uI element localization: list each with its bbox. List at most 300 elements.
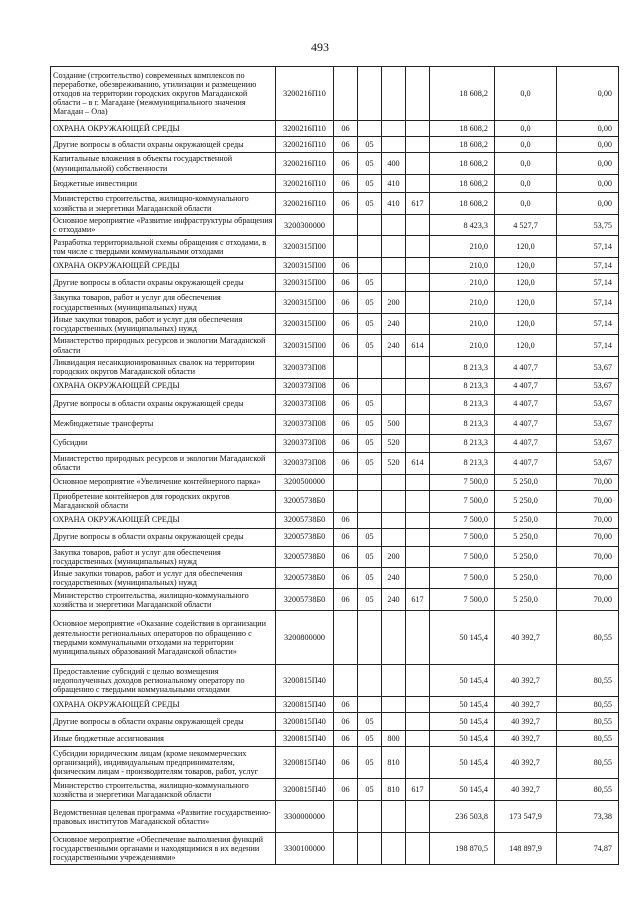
row-code: 3200216П10	[276, 175, 334, 193]
table-row	[51, 121, 619, 137]
row-actual: 120,0	[495, 313, 557, 334]
row-actual: 0,0	[495, 193, 557, 215]
row-grbs	[406, 801, 430, 833]
row-code: 3200315П00	[276, 274, 334, 292]
row-plan: 7 500,0	[430, 546, 495, 567]
row-pr: 05	[358, 292, 382, 313]
row-pr: 05	[358, 414, 382, 434]
row-name: Бюджетные инвестиции	[51, 175, 276, 193]
row-percent: 80,55	[557, 611, 619, 665]
row-pr	[358, 512, 382, 528]
row-grbs	[406, 215, 430, 236]
row-actual: 120,0	[495, 292, 557, 313]
row-vr	[382, 474, 406, 490]
row-vr: 240	[382, 589, 406, 611]
row-actual: 120,0	[495, 236, 557, 258]
row-plan: 210,0	[430, 258, 495, 274]
row-vr	[382, 528, 406, 546]
row-code: 3200500000	[276, 474, 334, 490]
row-plan: 7 500,0	[430, 567, 495, 588]
row-vr	[382, 357, 406, 378]
row-name: Ликвидация несанкционированных свалок на территории городских округов Магаданской области	[51, 357, 276, 378]
row-name: Закупка товаров, работ и услуг для обеспечения государственных (муниципальных) нужд	[51, 546, 276, 567]
table-row	[51, 747, 619, 779]
table-row	[51, 452, 619, 474]
row-rz	[334, 357, 358, 378]
row-pr	[358, 236, 382, 258]
row-name: Министерство строительства, жилищно-коммунального хозяйства и энергетики Магаданской области	[51, 193, 276, 215]
row-rz: 06	[334, 274, 358, 292]
row-grbs	[406, 236, 430, 258]
row-grbs	[406, 528, 430, 546]
row-name: Субсидии	[51, 434, 276, 452]
row-actual: 5 250,0	[495, 474, 557, 490]
table-row	[51, 193, 619, 215]
row-vr	[382, 394, 406, 414]
row-vr	[382, 611, 406, 665]
row-name: Межбюджетные трансферты	[51, 414, 276, 434]
row-name: Основное мероприятие «Увеличение контейнерного парка»	[51, 474, 276, 490]
row-code: 3200815П40	[276, 665, 334, 697]
row-vr	[382, 801, 406, 833]
row-name: Создание (строительство) современных комплексов по переработке, обезвреживанию, утилизации и размещению отходов на территории городских округов Магаданской области – в г. Магадане (межмуниципального значения Магадан – Ола)	[51, 67, 276, 121]
row-percent: 0,00	[557, 193, 619, 215]
table-row	[51, 665, 619, 697]
row-actual: 4 527,7	[495, 215, 557, 236]
row-pr: 05	[358, 528, 382, 546]
row-code: 3200216П10	[276, 153, 334, 175]
row-rz: 06	[334, 153, 358, 175]
row-actual: 40 392,7	[495, 713, 557, 731]
row-percent: 57,14	[557, 335, 619, 357]
budget-table	[50, 66, 619, 865]
row-name: Предоставление субсидий с целью возмещения недополученных доходов региональному оператору по обращению с твердыми коммунальными отходами	[51, 665, 276, 697]
row-grbs	[406, 546, 430, 567]
row-code: 32005738Б0	[276, 546, 334, 567]
row-plan: 8 213,3	[430, 452, 495, 474]
row-grbs: 614	[406, 452, 430, 474]
row-plan: 210,0	[430, 335, 495, 357]
table-row	[51, 490, 619, 512]
row-actual: 4 407,7	[495, 434, 557, 452]
row-rz: 06	[334, 731, 358, 747]
row-rz: 06	[334, 121, 358, 137]
row-plan: 210,0	[430, 313, 495, 334]
row-rz: 06	[334, 713, 358, 731]
row-rz: 06	[334, 335, 358, 357]
row-name: Иные закупки товаров, работ и услуг для обеспечения государственных (муниципальных) нужд	[51, 567, 276, 588]
row-percent: 53,67	[557, 357, 619, 378]
table-row	[51, 697, 619, 713]
row-rz: 06	[334, 258, 358, 274]
row-percent: 80,55	[557, 697, 619, 713]
row-vr	[382, 67, 406, 121]
row-name: Министерство строительства, жилищно-коммунального хозяйства и энергетики Магаданской области	[51, 589, 276, 611]
row-name: ОХРАНА ОКРУЖАЮЩЕЙ СРЕДЫ	[51, 697, 276, 713]
row-name: Министерство природных ресурсов и экологии Магаданской области	[51, 335, 276, 357]
row-percent: 70,00	[557, 528, 619, 546]
row-plan: 210,0	[430, 292, 495, 313]
row-code: 3200300000	[276, 215, 334, 236]
row-code: 32005738Б0	[276, 490, 334, 512]
row-rz: 06	[334, 313, 358, 334]
row-grbs	[406, 137, 430, 153]
row-code: 3200815П40	[276, 713, 334, 731]
row-name: Иные закупки товаров, работ и услуг для обеспечения государственных (муниципальных) нужд	[51, 313, 276, 334]
row-pr: 05	[358, 713, 382, 731]
row-percent: 73,38	[557, 801, 619, 833]
row-plan: 50 145,4	[430, 779, 495, 801]
row-percent: 70,00	[557, 589, 619, 611]
row-grbs: 614	[406, 335, 430, 357]
table-row	[51, 512, 619, 528]
row-vr: 520	[382, 434, 406, 452]
row-code: 3200216П10	[276, 67, 334, 121]
row-percent: 80,55	[557, 731, 619, 747]
row-rz: 06	[334, 452, 358, 474]
table-row	[51, 153, 619, 175]
row-grbs	[406, 490, 430, 512]
row-code: 3200373П08	[276, 357, 334, 378]
row-percent: 74,87	[557, 833, 619, 865]
row-code: 3200315П00	[276, 335, 334, 357]
row-code: 3200315П00	[276, 258, 334, 274]
row-actual: 40 392,7	[495, 611, 557, 665]
row-grbs	[406, 434, 430, 452]
row-percent: 53,75	[557, 215, 619, 236]
row-rz: 06	[334, 546, 358, 567]
row-code: 3300000000	[276, 801, 334, 833]
row-pr: 05	[358, 779, 382, 801]
row-pr: 05	[358, 274, 382, 292]
row-plan: 7 500,0	[430, 528, 495, 546]
row-vr: 410	[382, 175, 406, 193]
row-pr: 05	[358, 193, 382, 215]
row-pr: 05	[358, 137, 382, 153]
row-pr: 05	[358, 153, 382, 175]
row-pr: 05	[358, 313, 382, 334]
row-pr	[358, 801, 382, 833]
row-code: 3200815П40	[276, 747, 334, 779]
row-percent: 0,00	[557, 153, 619, 175]
row-name: ОХРАНА ОКРУЖАЮЩЕЙ СРЕДЫ	[51, 512, 276, 528]
row-actual: 40 392,7	[495, 731, 557, 747]
row-pr: 05	[358, 335, 382, 357]
row-plan: 50 145,4	[430, 747, 495, 779]
row-grbs	[406, 313, 430, 334]
row-grbs	[406, 274, 430, 292]
row-vr: 240	[382, 313, 406, 334]
row-pr: 05	[358, 567, 382, 588]
row-pr: 05	[358, 546, 382, 567]
row-pr	[358, 697, 382, 713]
row-actual: 4 407,7	[495, 452, 557, 474]
row-actual: 0,0	[495, 175, 557, 193]
row-rz	[334, 801, 358, 833]
row-name: Другие вопросы в области охраны окружающей среды	[51, 137, 276, 153]
row-rz: 06	[334, 292, 358, 313]
row-pr	[358, 378, 382, 394]
row-percent: 57,14	[557, 274, 619, 292]
row-actual: 4 407,7	[495, 378, 557, 394]
row-actual: 120,0	[495, 335, 557, 357]
row-vr	[382, 121, 406, 137]
row-grbs	[406, 833, 430, 865]
row-plan: 8 213,3	[430, 378, 495, 394]
row-grbs	[406, 357, 430, 378]
row-rz: 06	[334, 378, 358, 394]
row-vr: 400	[382, 153, 406, 175]
row-pr	[358, 121, 382, 137]
table-row	[51, 474, 619, 490]
row-grbs	[406, 611, 430, 665]
row-pr	[358, 490, 382, 512]
table-row	[51, 589, 619, 611]
row-vr: 200	[382, 292, 406, 313]
table-row	[51, 528, 619, 546]
row-vr	[382, 274, 406, 292]
table-row	[51, 801, 619, 833]
table-row	[51, 67, 619, 121]
row-grbs	[406, 394, 430, 414]
row-grbs	[406, 665, 430, 697]
row-pr: 05	[358, 589, 382, 611]
row-vr	[382, 137, 406, 153]
row-code: 32005738Б0	[276, 589, 334, 611]
row-actual: 120,0	[495, 258, 557, 274]
row-rz: 06	[334, 137, 358, 153]
row-pr: 05	[358, 394, 382, 414]
table-row	[51, 713, 619, 731]
table-row	[51, 175, 619, 193]
table-row	[51, 833, 619, 865]
row-vr: 240	[382, 567, 406, 588]
row-rz: 06	[334, 747, 358, 779]
row-actual: 5 250,0	[495, 528, 557, 546]
row-name: Основное мероприятие «Развитие инфраструктуры обращения с отходами»	[51, 215, 276, 236]
row-rz: 06	[334, 193, 358, 215]
row-plan: 18 608,2	[430, 175, 495, 193]
row-actual: 40 392,7	[495, 697, 557, 713]
row-plan: 8 213,3	[430, 357, 495, 378]
row-rz	[334, 67, 358, 121]
row-vr: 800	[382, 731, 406, 747]
row-percent: 80,55	[557, 713, 619, 731]
row-grbs	[406, 731, 430, 747]
row-vr	[382, 833, 406, 865]
row-name: Закупка товаров, работ и услуг для обеспечения государственных (муниципальных) нужд	[51, 292, 276, 313]
row-actual: 5 250,0	[495, 567, 557, 588]
row-pr: 05	[358, 434, 382, 452]
row-vr	[382, 665, 406, 697]
row-grbs	[406, 713, 430, 731]
row-actual: 5 250,0	[495, 546, 557, 567]
row-plan: 18 608,2	[430, 193, 495, 215]
row-rz	[334, 611, 358, 665]
row-percent: 57,14	[557, 292, 619, 313]
row-percent: 53,67	[557, 414, 619, 434]
row-rz	[334, 215, 358, 236]
row-grbs	[406, 292, 430, 313]
row-name: Министерство строительства, жилищно-коммунального хозяйства и энергетики Магаданской области	[51, 779, 276, 801]
row-plan: 7 500,0	[430, 490, 495, 512]
row-name: Разработка территориальной схемы обращения с отходами, в том числе с твердыми коммунальными отходами	[51, 236, 276, 258]
table-row	[51, 335, 619, 357]
row-plan: 236 503,8	[430, 801, 495, 833]
row-actual: 0,0	[495, 153, 557, 175]
row-percent: 53,67	[557, 394, 619, 414]
row-grbs: 617	[406, 589, 430, 611]
table-row	[51, 137, 619, 153]
row-code: 3200216П10	[276, 121, 334, 137]
row-rz: 06	[334, 394, 358, 414]
row-actual: 148 897,9	[495, 833, 557, 865]
row-code: 32005738Б0	[276, 567, 334, 588]
row-grbs	[406, 697, 430, 713]
row-pr	[358, 665, 382, 697]
row-code: 3200815П40	[276, 697, 334, 713]
row-grbs	[406, 512, 430, 528]
row-vr: 240	[382, 335, 406, 357]
row-plan: 7 500,0	[430, 512, 495, 528]
row-plan: 50 145,4	[430, 611, 495, 665]
row-vr	[382, 236, 406, 258]
row-grbs	[406, 567, 430, 588]
row-pr	[358, 833, 382, 865]
row-name: ОХРАНА ОКРУЖАЮЩЕЙ СРЕДЫ	[51, 121, 276, 137]
row-name: Другие вопросы в области охраны окружающей среды	[51, 394, 276, 414]
row-code: 3200373П08	[276, 378, 334, 394]
table-row	[51, 378, 619, 394]
row-code: 3200216П10	[276, 193, 334, 215]
table-row	[51, 274, 619, 292]
row-percent: 80,55	[557, 779, 619, 801]
row-vr	[382, 378, 406, 394]
row-actual: 0,0	[495, 67, 557, 121]
row-plan: 210,0	[430, 236, 495, 258]
row-name: Основное мероприятие «Обеспечение выполнения функций государственными органами и находящимися в их ведении государственными учреждениями»	[51, 833, 276, 865]
row-pr: 05	[358, 452, 382, 474]
row-actual: 0,0	[495, 137, 557, 153]
row-code: 3200315П00	[276, 236, 334, 258]
row-rz: 06	[334, 528, 358, 546]
row-rz: 06	[334, 434, 358, 452]
row-percent: 57,14	[557, 313, 619, 334]
row-grbs	[406, 258, 430, 274]
row-percent: 53,67	[557, 452, 619, 474]
row-pr: 05	[358, 175, 382, 193]
row-vr: 810	[382, 779, 406, 801]
row-name: Другие вопросы в области охраны окружающей среды	[51, 713, 276, 731]
row-pr	[358, 611, 382, 665]
row-code: 3200800000	[276, 611, 334, 665]
row-plan: 18 608,2	[430, 137, 495, 153]
row-pr	[358, 258, 382, 274]
row-rz	[334, 474, 358, 490]
row-pr	[358, 357, 382, 378]
row-code: 3200216П10	[276, 137, 334, 153]
row-actual: 120,0	[495, 274, 557, 292]
row-grbs	[406, 67, 430, 121]
row-actual: 5 250,0	[495, 512, 557, 528]
row-plan: 18 608,2	[430, 67, 495, 121]
table-row	[51, 611, 619, 665]
row-plan: 50 145,4	[430, 731, 495, 747]
row-grbs	[406, 378, 430, 394]
row-grbs	[406, 414, 430, 434]
row-name: Министерство природных ресурсов и экологии Магаданской области	[51, 452, 276, 474]
row-vr: 520	[382, 452, 406, 474]
row-plan: 50 145,4	[430, 713, 495, 731]
row-rz: 06	[334, 567, 358, 588]
table-row	[51, 394, 619, 414]
row-actual: 4 407,7	[495, 394, 557, 414]
table-row	[51, 236, 619, 258]
row-percent: 57,14	[557, 236, 619, 258]
row-grbs	[406, 121, 430, 137]
row-plan: 8 423,3	[430, 215, 495, 236]
row-grbs: 617	[406, 193, 430, 215]
row-plan: 50 145,4	[430, 665, 495, 697]
row-plan: 210,0	[430, 274, 495, 292]
row-plan: 8 213,3	[430, 414, 495, 434]
row-code: 3200373П08	[276, 434, 334, 452]
row-name: Основное мероприятие «Оказание содействия в организации деятельности региональных операторов по обращению с твердыми коммунальными отходами на территории муниципальных образований Магаданской области»	[51, 611, 276, 665]
row-plan: 18 608,2	[430, 121, 495, 137]
table-row	[51, 215, 619, 236]
row-grbs	[406, 153, 430, 175]
row-grbs: 617	[406, 779, 430, 801]
row-vr	[382, 215, 406, 236]
row-rz: 06	[334, 414, 358, 434]
row-name: ОХРАНА ОКРУЖАЮЩЕЙ СРЕДЫ	[51, 378, 276, 394]
row-plan: 18 608,2	[430, 153, 495, 175]
row-rz	[334, 665, 358, 697]
row-pr	[358, 474, 382, 490]
row-vr: 410	[382, 193, 406, 215]
row-percent: 0,00	[557, 121, 619, 137]
row-rz	[334, 833, 358, 865]
row-grbs	[406, 747, 430, 779]
row-plan: 198 870,5	[430, 833, 495, 865]
row-actual: 40 392,7	[495, 747, 557, 779]
row-plan: 8 213,3	[430, 434, 495, 452]
table-row	[51, 731, 619, 747]
row-vr	[382, 697, 406, 713]
row-plan: 8 213,3	[430, 394, 495, 414]
row-pr: 05	[358, 731, 382, 747]
row-percent: 70,00	[557, 474, 619, 490]
row-rz: 06	[334, 697, 358, 713]
row-code: 3200815П40	[276, 731, 334, 747]
row-actual: 4 407,7	[495, 414, 557, 434]
row-pr	[358, 215, 382, 236]
table-row	[51, 258, 619, 274]
row-percent: 70,00	[557, 512, 619, 528]
row-actual: 5 250,0	[495, 490, 557, 512]
table-row	[51, 292, 619, 313]
row-code: 3300100000	[276, 833, 334, 865]
row-vr: 500	[382, 414, 406, 434]
table-row	[51, 546, 619, 567]
row-actual: 5 250,0	[495, 589, 557, 611]
row-actual: 0,0	[495, 121, 557, 137]
table-row	[51, 567, 619, 588]
row-rz	[334, 490, 358, 512]
row-plan: 7 500,0	[430, 589, 495, 611]
row-name: Приобретение контейнеров для городских округов Магаданской области	[51, 490, 276, 512]
row-actual: 40 392,7	[495, 779, 557, 801]
